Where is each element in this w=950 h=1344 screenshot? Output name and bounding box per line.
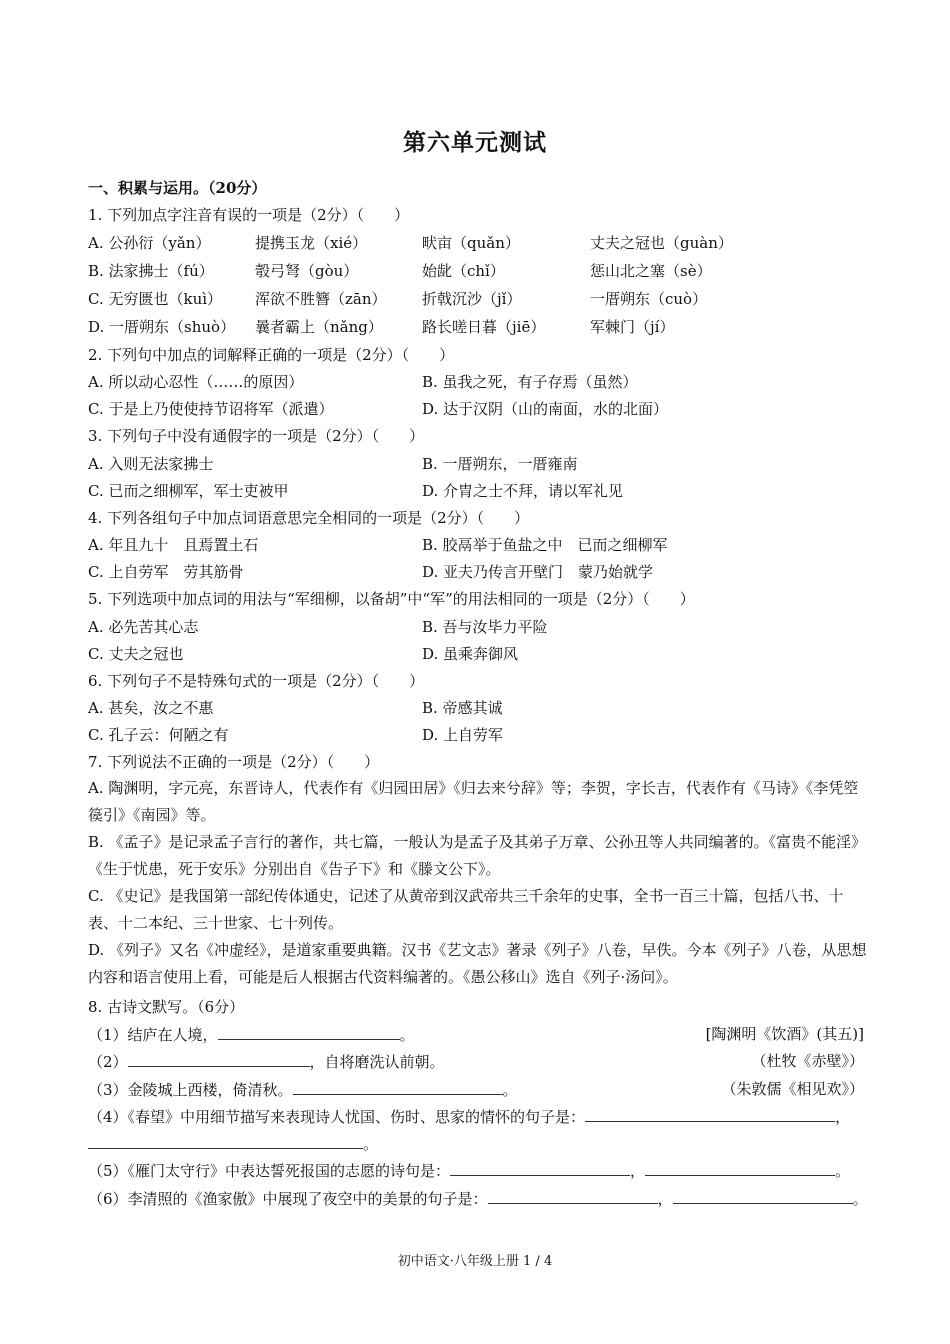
- q8-item-1-tail: 。: [399, 1026, 415, 1044]
- q5-option: D. 虽乘奔御风: [422, 645, 519, 663]
- comma: ，: [630, 1162, 646, 1180]
- question-1-stem: 1. 下列加点字注音有误的一项是（2分）（ ）: [88, 206, 410, 224]
- q1-option: B. 法家拂士（fú）: [88, 262, 214, 280]
- q8-item-3: [88, 1079, 518, 1100]
- question-6-stem: 6. 下列句子不是特殊句式的一项是（2分）（ ）: [88, 672, 425, 690]
- q3-option: A. 入则无法家拂士: [88, 455, 214, 473]
- answer-blank[interactable]: [450, 1160, 630, 1176]
- q6-option: D. 上自劳军: [422, 726, 504, 744]
- q1-option: C. 无穷匮也（kuì）: [88, 290, 223, 308]
- q7-option-b: B. 《孟子》是记录孟子言行的著作，共七篇，一般认为是孟子及其弟子万章、公孙丑等人共同编著的。《富贵不能淫》《生于忧患，死于安乐》分别出自《告子下》和《滕文公下》。: [88, 833, 867, 878]
- q1-option: 浑欲不胜簪（zān）: [255, 290, 387, 308]
- question-5-stem: 5. 下列选项中加点词的用法与“军细柳，以备胡”中“军”的用法相同的一项是（2分）（ ）: [88, 590, 695, 608]
- q1-option: 路长嗟日暮（jiē）: [422, 318, 546, 336]
- q5-option: A. 必先苦其心志: [88, 618, 199, 636]
- question-4-stem: 4. 下列各组句子中加点词语意思完全相同的一项是（2分）（ ）: [88, 509, 530, 527]
- q1-option: D. 一厝朔东（shuò）: [88, 318, 236, 336]
- q3-option: C. 已而之细柳军，军士吏被甲: [88, 482, 289, 500]
- q2-option: C. 于是上乃使使持节诏将军（派遣）: [88, 400, 334, 418]
- q8-item-6-prompt: （6）李清照的《渔家傲》中展现了夜空中的美景的句子是：: [88, 1190, 488, 1208]
- comma: ，: [657, 1190, 673, 1208]
- q8-item-4-cont: [88, 1133, 378, 1154]
- q7-option-d: D. 《列子》又名《冲虚经》，是道家重要典籍。汉书《艺文志》著录《列子》八卷，早佚。今本《列子》八卷，从思想内容和语言使用上看，可能是后人根据古代资料编著的。《愚公移山》选自《列子·汤问》。: [88, 941, 867, 986]
- q8-item-5: [88, 1160, 850, 1181]
- q8-item-3-source: （朱敦儒《相见欢》）: [721, 1080, 864, 1098]
- q1-option: A. 公孙衍（yǎn）: [88, 234, 211, 252]
- answer-blank[interactable]: [673, 1188, 853, 1204]
- answer-blank[interactable]: [585, 1106, 835, 1122]
- q3-option: B. 一厝朔东，一厝雍南: [422, 455, 578, 473]
- q2-option: B. 虽我之死，有子存焉（虽然）: [422, 373, 638, 391]
- answer-blank[interactable]: [293, 1079, 503, 1095]
- q8-item-2-prompt: （2）: [88, 1053, 128, 1071]
- q8-item-2: [88, 1051, 445, 1072]
- q8-item-3-tail: 。: [502, 1081, 518, 1099]
- q7-option-a: A. 陶渊明，字元亮，东晋诗人，代表作有《归园田居》《归去来兮辞》等；李贺，字长吉，代表作有《马诗》《李凭箜篌引》《南园》等。: [88, 779, 859, 824]
- q1-option: 一厝朔东（cuò）: [590, 290, 708, 308]
- q4-option: D. 亚夫乃传言开壁门 蒙乃始就学: [422, 563, 654, 581]
- q1-option: 畎亩（quǎn）: [422, 234, 520, 252]
- q1-option: 彀弓弩（gòu）: [255, 262, 359, 280]
- question-8-stem: 8. 古诗文默写。（6分）: [88, 998, 245, 1016]
- q8-item-2-source: （杜牧《赤壁》）: [751, 1052, 864, 1070]
- q1-option: 军棘门（jí）: [590, 318, 675, 336]
- q1-option: 提携玉龙（xié）: [255, 234, 368, 252]
- answer-blank[interactable]: [218, 1024, 400, 1040]
- q4-option: A. 年且九十 且焉置土石: [88, 536, 259, 554]
- q1-option: 始龀（chǐ）: [422, 262, 505, 280]
- q8-item-4: [88, 1106, 850, 1127]
- q8-item-2-tail: ，自将磨洗认前朝。: [309, 1053, 445, 1071]
- q5-option: C. 丈夫之冠也: [88, 645, 184, 663]
- question-2-stem: 2. 下列句中加点的词解释正确的一项是（2分）（ ）: [88, 346, 455, 364]
- question-7-stem: 7. 下列说法不正确的一项是（2分）（ ）: [88, 753, 380, 771]
- answer-blank[interactable]: [488, 1188, 658, 1204]
- q2-option: D. 达于汉阴（山的南面，水的北面）: [422, 400, 669, 418]
- comma: ，: [835, 1108, 851, 1126]
- period: 。: [363, 1135, 379, 1153]
- q4-option: B. 胶鬲举于鱼盐之中 已而之细柳军: [422, 536, 668, 554]
- answer-blank[interactable]: [645, 1160, 835, 1176]
- q2-option: A. 所以动心忍性（……的原因）: [88, 373, 304, 391]
- q6-option: A. 甚矣，汝之不惠: [88, 699, 214, 717]
- page-title: 第六单元测试: [403, 129, 547, 156]
- period: 。: [835, 1162, 851, 1180]
- q1-option: 折戟沉沙（jǐ）: [422, 290, 522, 308]
- q1-option: 丈夫之冠也（guàn）: [590, 234, 733, 252]
- q8-item-4-prompt: （4）《春望》中用细节描写来表现诗人忧国、伤时、思家的情怀的句子是：: [88, 1108, 586, 1126]
- period: 。: [852, 1190, 868, 1208]
- q8-item-5-prompt: （5）《雁门太守行》中表达誓死报国的志愿的诗句是：: [88, 1162, 451, 1180]
- q3-option: D. 介胄之士不拜，请以军礼见: [422, 482, 624, 500]
- q5-option: B. 吾与汝毕力平险: [422, 618, 548, 636]
- section-heading: 一、积累与运用。（20分）: [88, 179, 267, 197]
- question-3-stem: 3. 下列句子中没有通假字的一项是（2分）（ ）: [88, 427, 425, 445]
- answer-blank[interactable]: [88, 1133, 363, 1149]
- q4-option: C. 上自劳军 劳其筋骨: [88, 563, 244, 581]
- q8-item-6: [88, 1188, 868, 1209]
- q1-option: 惩山北之塞（sè）: [590, 262, 712, 280]
- page-footer: 初中语文·八年级上册 1 / 4: [397, 1254, 553, 1269]
- q6-option: B. 帝感其诚: [422, 699, 503, 717]
- answer-blank[interactable]: [128, 1051, 310, 1067]
- q1-option: 曩者霸上（nǎng）: [255, 318, 383, 336]
- q8-item-3-prompt: （3）金陵城上西楼，倚清秋。: [88, 1081, 293, 1099]
- q8-item-1-prompt: （1）结庐在人境，: [88, 1026, 218, 1044]
- q8-item-1: [88, 1024, 415, 1045]
- q6-option: C. 孔子云：何陋之有: [88, 726, 229, 744]
- q7-option-c: C. 《史记》是我国第一部纪传体通史，记述了从黄帝到汉武帝共三千余年的史事，全书一百三十篇，包括八书、十表、十二本纪、三十世家、七十列传。: [88, 887, 844, 932]
- q8-item-1-source: [陶渊明《饮酒》(其五)]: [705, 1025, 864, 1043]
